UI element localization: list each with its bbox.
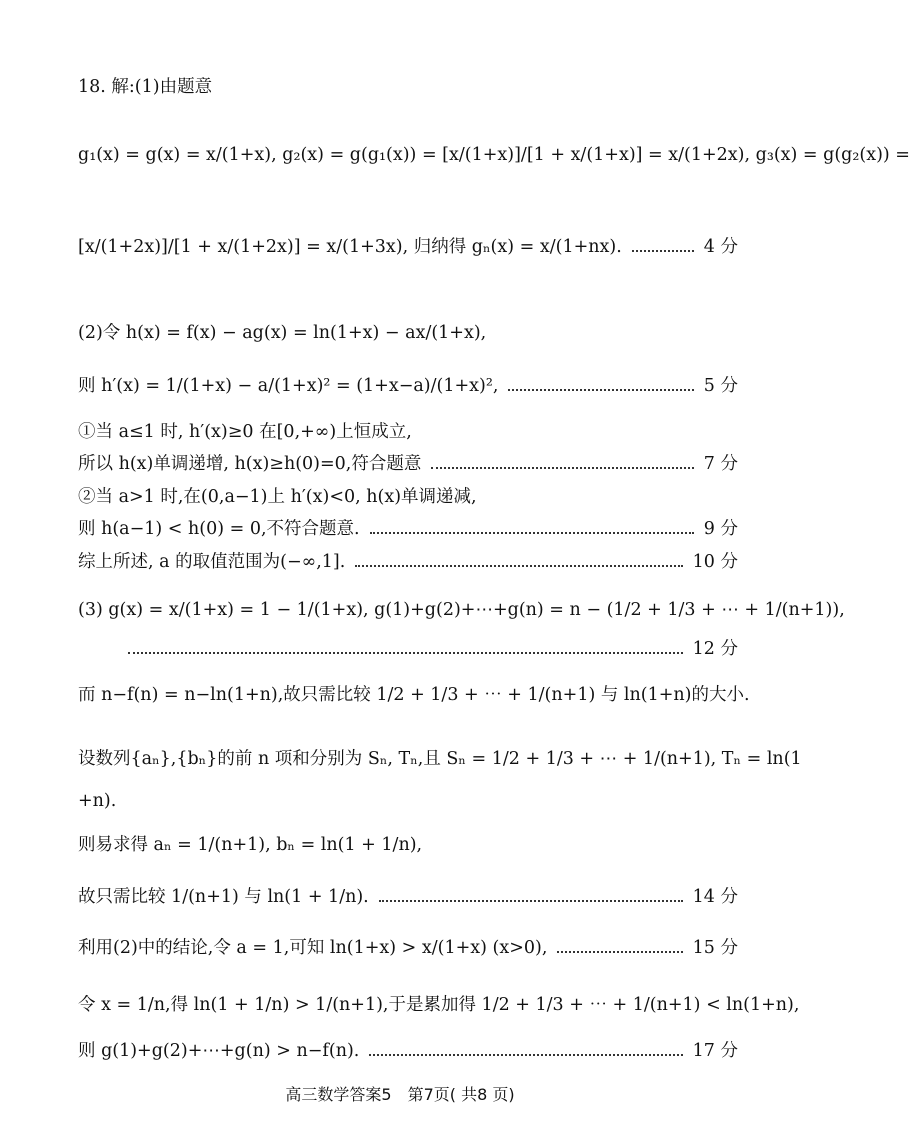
part3-score-line: [78, 638, 738, 660]
part3-line1: (3) g(x) = x/(1+x) = 1 − 1/(1+x), g(1)+g(2)+⋯+g(n) = n − (1/2 + 1/3 + ⋯ + 1/(n+1)),: [78, 600, 845, 620]
score-4: 4 分: [703, 237, 738, 257]
part2-conclusion: 综上所述, a 的取值范围为(−∞,1]. 10 分: [78, 552, 738, 572]
leader-dots: [632, 250, 694, 252]
part3-line4: 则易求得 aₙ = 1/(n+1), bₙ = ln(1 + 1/n),: [78, 835, 423, 855]
score-7: 7 分: [703, 454, 738, 474]
part3-line3: 设数列{aₙ},{bₙ}的前 n 项和分别为 Sₙ, Tₙ,且 Sₙ = 1/2 + 1/3 + ⋯ + 1/(n+1), Tₙ = ln(1: [78, 749, 802, 769]
part3-line6: 利用(2)中的结论,令 a = 1,可知 ln(1+x) > x/(1+x) (x>0), 15 分: [78, 938, 738, 958]
part2-line2: 则 h′(x) = 1/(1+x) − a/(1+x)² = (1+x−a)/(1+x)², 5 分: [78, 376, 738, 396]
part2-case1: ①当 a≤1 时, h′(x)≥0 在[0,+∞)上恒成立,: [78, 422, 412, 442]
part3-line3-cont: +n).: [78, 791, 117, 811]
score-15: 15 分: [692, 938, 738, 958]
part1-line2: [x/(1+2x)]/[1 + x/(1+2x)] = x/(1+3x), 归纳得 gₙ(x) = x/(1+nx). 4 分: [78, 237, 738, 257]
score-17: 17 分: [692, 1041, 738, 1061]
part2-case2-result: 则 h(a−1) < h(0) = 0,不符合题意. 9 分: [78, 519, 738, 539]
leader-dots: [355, 565, 682, 567]
leader-dots: [370, 532, 694, 534]
leader-dots: [431, 467, 693, 469]
score-10: 10 分: [692, 552, 738, 572]
leader-dots: [128, 652, 683, 654]
leader-dots: [508, 389, 693, 391]
score-14: 14 分: [692, 887, 738, 907]
leader-dots: [379, 900, 683, 902]
part2-case2: ②当 a>1 时,在(0,a−1)上 h′(x)<0, h(x)单调递减,: [78, 487, 477, 507]
part2-case1-result: 所以 h(x)单调递增, h(x)≥h(0)=0,符合题意 7 分: [78, 454, 738, 474]
leader-dots: [557, 951, 682, 953]
page-footer: 高三数学答案5 第7页( 共8 页): [285, 1085, 515, 1104]
solution-header: 18. 解:(1)由题意: [78, 77, 213, 97]
leader-dots: [369, 1054, 682, 1056]
part3-line7: 令 x = 1/n,得 ln(1 + 1/n) > 1/(n+1),于是累加得 1/2 + 1/3 + ⋯ + 1/(n+1) < ln(1+n),: [78, 995, 800, 1015]
part3-line2: 而 n−f(n) = n−ln(1+n),故只需比较 1/2 + 1/3 + ⋯ + 1/(n+1) 与 ln(1+n)的大小.: [78, 685, 750, 705]
part2-line1: (2)令 h(x) = f(x) − ag(x) = ln(1+x) − ax/(1+x),: [78, 323, 487, 343]
score-9: 9 分: [703, 519, 738, 539]
score-12: 12 分: [692, 639, 738, 659]
part3-line8: 则 g(1)+g(2)+⋯+g(n) > n−f(n). 17 分: [78, 1041, 738, 1061]
part1-line1: g₁(x) = g(x) = x/(1+x), g₂(x) = g(g₁(x)) = [x/(1+x)]/[1 + x/(1+x)] = x/(1+2x), g₃(x) = g(g₂(x)) =: [78, 145, 910, 165]
score-5: 5 分: [703, 376, 738, 396]
part3-line5: 故只需比较 1/(n+1) 与 ln(1 + 1/n). 14 分: [78, 887, 738, 907]
